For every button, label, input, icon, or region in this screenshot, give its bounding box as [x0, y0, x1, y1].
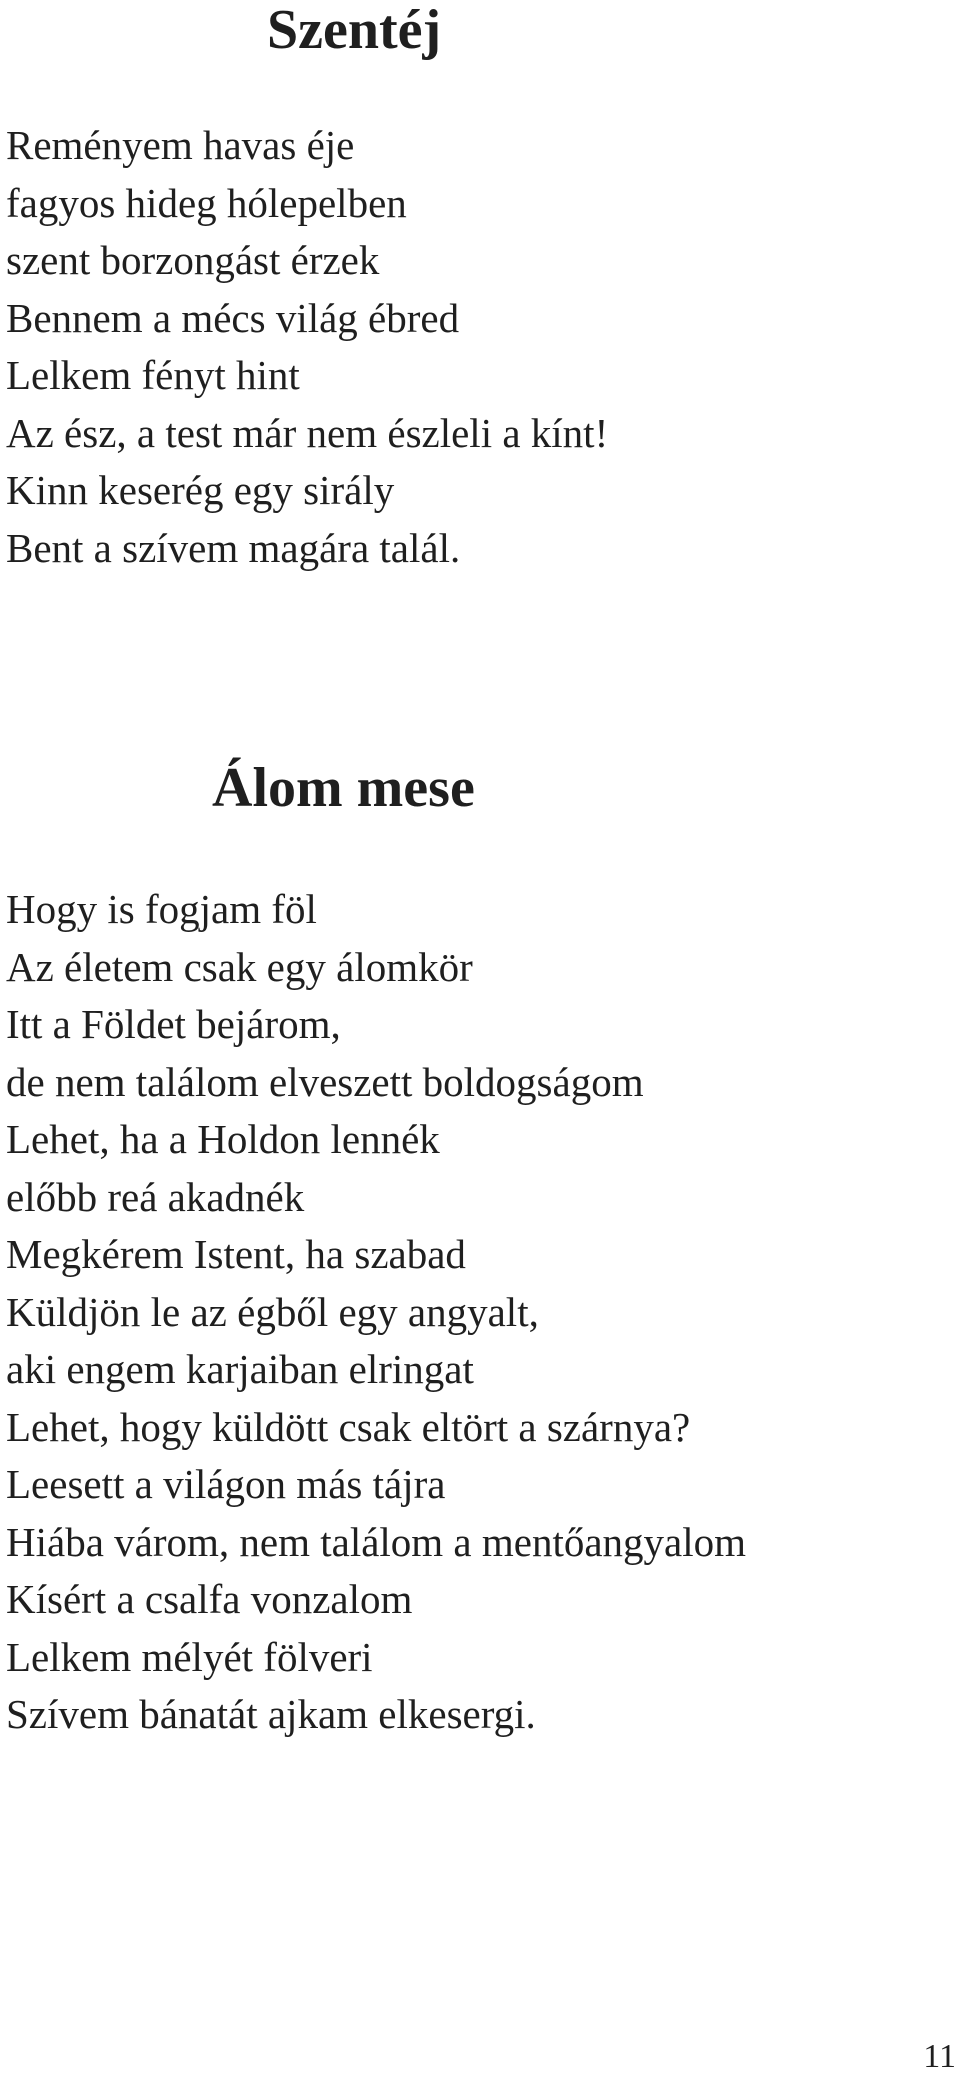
poem-line: Lelkem fényt hint — [6, 352, 300, 398]
poem-line: Kinn keserég egy sirály — [6, 467, 395, 513]
poem-line: Kísért a csalfa vonzalom — [6, 1576, 413, 1622]
poem-line: Küldjön le az égből egy angyalt, — [6, 1288, 539, 1335]
poem-line: Megkérem Istent, ha szabad — [6, 1231, 466, 1277]
poem-line: Az ész, a test már nem észleli a kínt! — [6, 409, 609, 456]
poem-line: előbb reá akadnék — [6, 1173, 305, 1220]
poem-line: szent borzongást érzek — [6, 237, 380, 283]
poem-line: Reményem havas éje — [6, 122, 355, 168]
page-number: 11 — [923, 2038, 956, 2075]
poem-line: Hiába várom, nem találom a mentőangyalom — [6, 1518, 747, 1565]
poem-line: de nem találom elveszett boldogságom — [6, 1058, 644, 1105]
poem-line: fagyos hideg hólepelben — [6, 179, 407, 226]
poem-body-alom-mese — [6, 881, 746, 1744]
poem-line: Az életem csak egy álomkör — [6, 943, 473, 990]
poem-title-szentej: Szentéj — [267, 0, 442, 61]
poem-line: Leesett a világon más tájra — [6, 1461, 446, 1507]
poem-line: Szívem bánatát ajkam elkesergi. — [6, 1691, 536, 1737]
poem-title-alom-mese: Álom mese — [212, 757, 475, 819]
poem-line: Lehet, hogy küldött csak eltört a szárnya? — [6, 1403, 691, 1450]
poem-line: Bennem a mécs világ ébred — [6, 294, 460, 341]
poem-line: Itt a Földet bejárom, — [6, 1001, 341, 1047]
poem-line: aki engem karjaiban elringat — [6, 1346, 474, 1392]
poem-line: Hogy is fogjam föl — [6, 886, 317, 932]
poem-line: Lelkem mélyét fölveri — [6, 1633, 373, 1680]
poem-line: Lehet, ha a Holdon lennék — [6, 1116, 440, 1162]
poem-body-szentej — [6, 117, 608, 577]
poem-line: Bent a szívem magára talál. — [6, 524, 461, 571]
